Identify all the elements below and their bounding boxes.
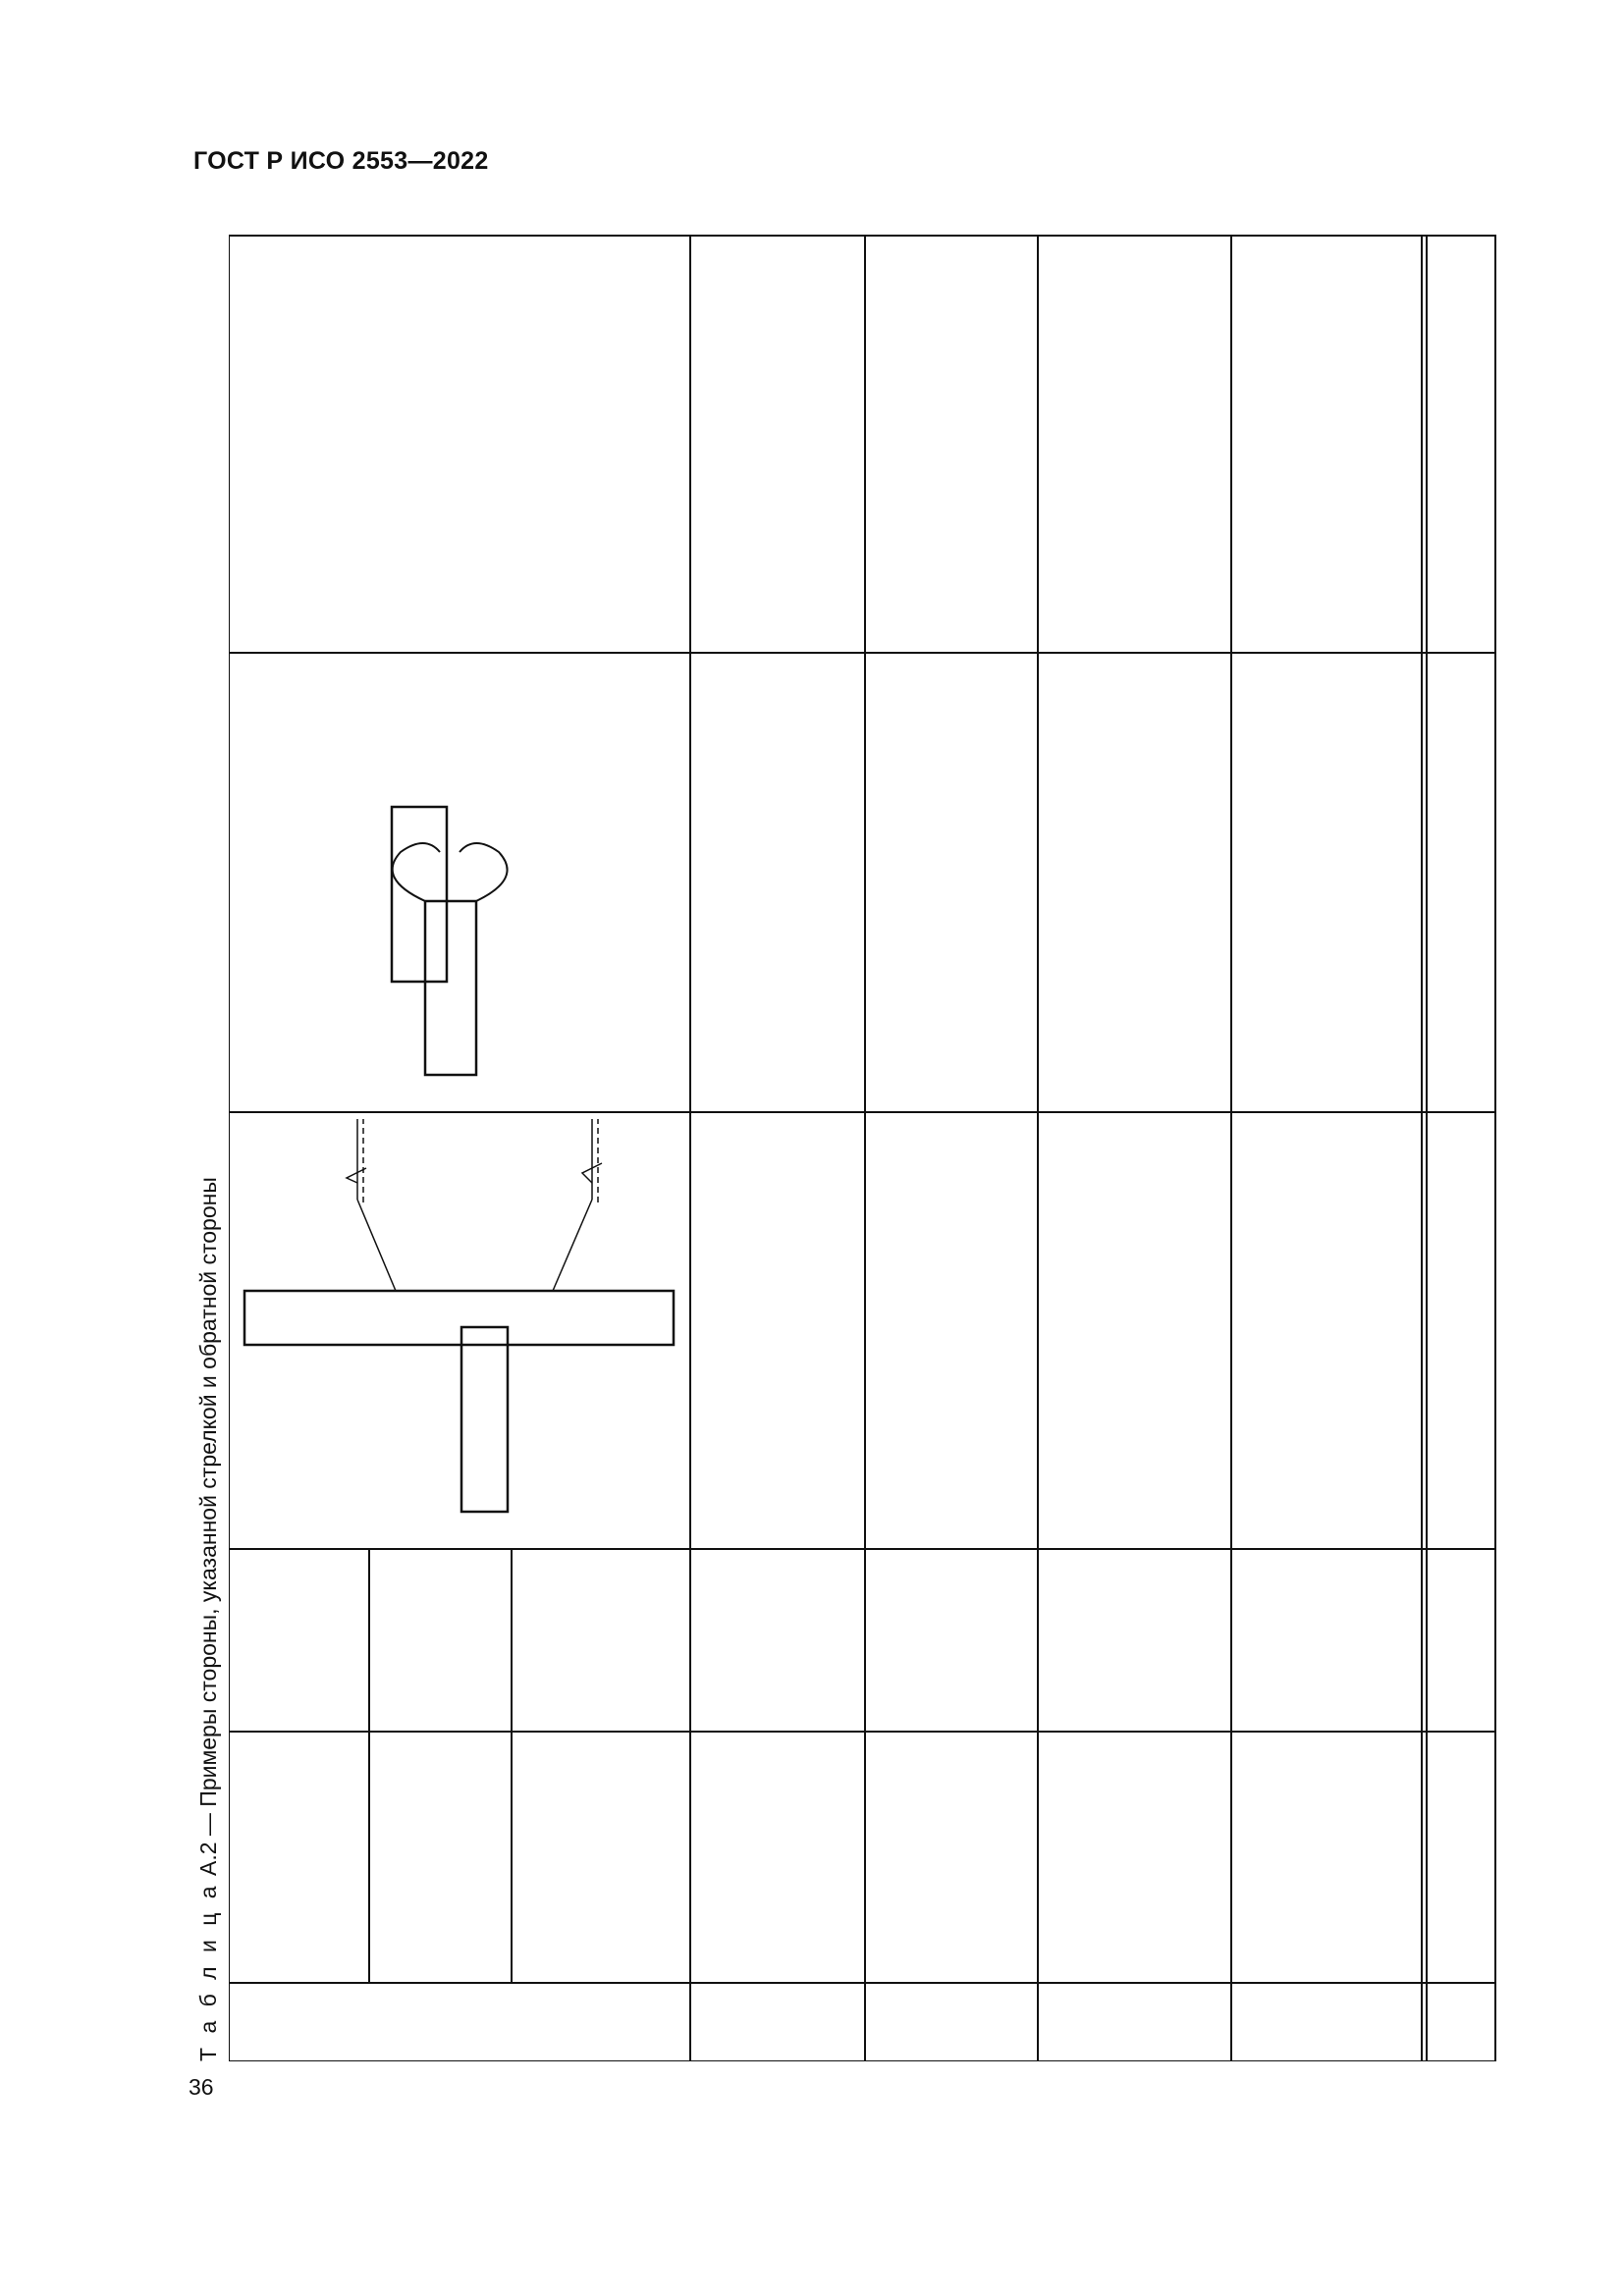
table-caption <box>191 1177 227 2061</box>
table-drawing <box>229 216 1505 2061</box>
sysA-row1-symbols <box>347 1119 602 1202</box>
document-header: ГОСТ Р ИСО 2553—2022 <box>193 147 489 175</box>
sysA-row1-drawing <box>244 1119 674 1512</box>
table-grid <box>229 236 1495 2061</box>
caption-text: А.2 — Примеры стороны, указанной стрелкой и обратной стороны <box>195 1177 221 1883</box>
page-number: 36 <box>189 2074 214 2100</box>
caption-prefix: Т а б л и ц а <box>195 1882 221 2061</box>
image-row1-drawing <box>392 807 508 1075</box>
rotated-table-block <box>191 201 1502 2061</box>
